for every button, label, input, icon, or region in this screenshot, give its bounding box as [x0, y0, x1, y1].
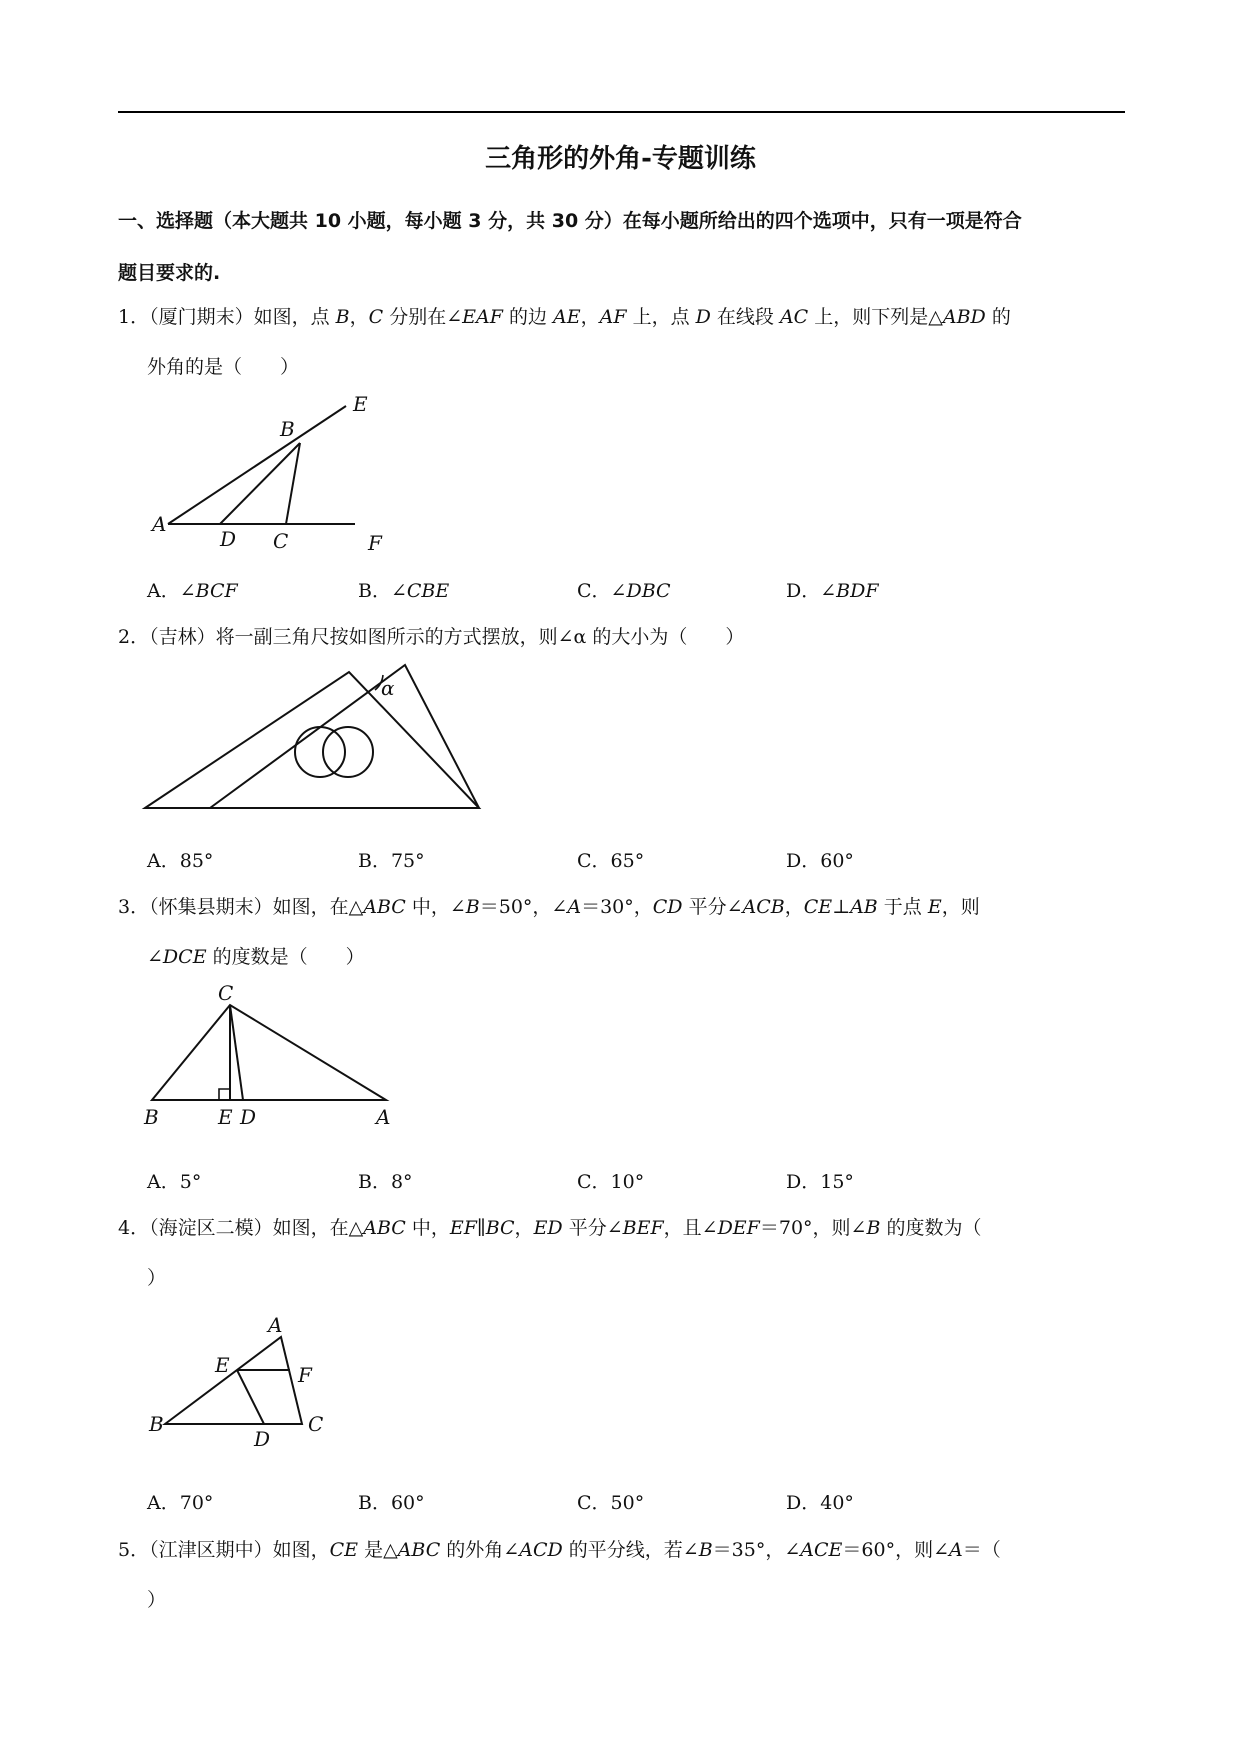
option-key: B．	[358, 580, 391, 602]
q4-text: 中，	[405, 1217, 450, 1239]
option-value: ∠CBE	[390, 580, 450, 602]
q3-var: ABC	[363, 896, 406, 918]
q1-figure	[140, 390, 400, 560]
q1-text: 上，点	[626, 306, 696, 328]
q2-set-square-1	[145, 672, 479, 808]
q3-label-b: B	[144, 1105, 159, 1129]
q4-var: B	[866, 1217, 881, 1239]
q4-text: ＝70°，则∠	[759, 1217, 867, 1239]
q4-text: 平分∠	[562, 1217, 623, 1239]
q3-text: 于点	[877, 896, 928, 918]
q1-option-d[interactable]	[786, 576, 879, 603]
q4-var: EF	[449, 1217, 477, 1239]
q1-line1	[118, 302, 1011, 329]
q1-line-ae	[168, 406, 346, 524]
q5-var: A	[949, 1539, 963, 1561]
q5-text: 的外角∠	[440, 1539, 520, 1561]
q1-label-f: F	[368, 531, 382, 555]
q1-text: 在线段	[710, 306, 780, 328]
option-value: 15°	[820, 1171, 854, 1193]
option-key: C．	[577, 1171, 611, 1193]
q2-number: 2．	[118, 626, 150, 648]
option-key: B．	[358, 850, 391, 872]
q1-option-a[interactable]	[147, 576, 238, 603]
q4-text: ，且∠	[663, 1217, 718, 1239]
option-value: 40°	[820, 1492, 854, 1514]
section-heading: 一、选择题（本大题共 10 小题，每小题 3 分，共 30 分）在每小题所给出的四个选项中，只有一项是符合	[118, 210, 1022, 232]
option-value: ∠DBC	[610, 580, 671, 602]
q3-option-a[interactable]	[147, 1167, 201, 1194]
option-key: A．	[147, 1171, 180, 1193]
q3-text: ⊥	[832, 896, 851, 918]
q2-option-b[interactable]	[358, 846, 425, 873]
q4-option-d[interactable]	[786, 1488, 854, 1515]
q1-var: EAF	[462, 306, 503, 328]
q5-var: ABC	[397, 1539, 441, 1561]
q3-seg-cd	[230, 1005, 243, 1100]
option-value: 50°	[610, 1492, 645, 1514]
q5-var: ACE	[800, 1539, 843, 1561]
q3-right-angle-mark	[219, 1089, 230, 1100]
q3-var: B	[465, 896, 480, 918]
option-key: C．	[577, 580, 611, 602]
q1-option-b[interactable]	[358, 576, 449, 603]
q3-number: 3．	[118, 896, 150, 918]
option-key: A．	[147, 1492, 180, 1514]
q1-var: B	[335, 306, 350, 328]
q1-label-a: A	[152, 512, 167, 536]
option-key: C．	[577, 1492, 611, 1514]
q1-text: ，	[580, 306, 600, 328]
q3-line1	[118, 892, 980, 919]
q3-var: ACB	[742, 896, 785, 918]
q4-label-f: F	[298, 1363, 312, 1387]
q1-var: AE	[553, 306, 581, 328]
q4-option-b[interactable]	[358, 1488, 425, 1515]
q4-var: BC	[485, 1217, 515, 1239]
q4-label-d: D	[254, 1427, 271, 1451]
q5-text: ＝60°，则∠	[842, 1539, 950, 1561]
q3-var: CD	[652, 896, 683, 918]
q3-text: 的度数是（ ）	[206, 946, 365, 968]
q1-text: ，	[349, 306, 369, 328]
q2-line1	[118, 622, 744, 649]
q5-text: （江津区期中）如图，	[149, 1539, 330, 1561]
q3-label-e: E	[218, 1105, 233, 1129]
q4-text: ∥	[476, 1217, 486, 1239]
q3-label-a: A	[376, 1105, 391, 1129]
q4-option-c[interactable]	[577, 1488, 644, 1515]
q2-figure	[140, 660, 490, 815]
q3-var: AB	[850, 896, 878, 918]
q4-var: ED	[533, 1217, 563, 1239]
q5-number: 5．	[118, 1539, 150, 1561]
option-key: A．	[147, 850, 180, 872]
q2-text: （吉林）将一副三角尺按如图所示的方式摆放，则∠α 的大小为（ ）	[149, 626, 745, 648]
q3-label-c: C	[218, 981, 234, 1005]
q3-text: 中，∠	[405, 896, 466, 918]
q4-label-b: B	[149, 1412, 164, 1436]
q5-text: ＝（	[962, 1539, 1001, 1561]
q4-text: ，	[514, 1217, 534, 1239]
q4-triangle-abc	[165, 1337, 302, 1424]
q4-figure	[140, 1300, 340, 1460]
q3-option-d[interactable]	[786, 1167, 854, 1194]
q5-text: 的平分线，若∠	[562, 1539, 699, 1561]
option-value: 10°	[610, 1171, 645, 1193]
q3-text: ＝30°，	[581, 896, 653, 918]
option-value: 8°	[390, 1171, 413, 1193]
q2-option-d[interactable]	[786, 846, 854, 873]
q5-text: ＝35°，∠	[712, 1539, 801, 1561]
q1-text: 的	[985, 306, 1011, 328]
q2-option-c[interactable]	[577, 846, 644, 873]
q3-triangle-abc	[152, 1005, 386, 1100]
q3-text: （怀集县期末）如图，在△	[149, 896, 364, 918]
q3-text: ，则	[941, 896, 980, 918]
q3-line2	[147, 942, 365, 969]
q4-label-c: C	[308, 1412, 324, 1436]
q1-var: C	[368, 306, 384, 328]
q3-text: ，	[784, 896, 804, 918]
q5-var: CE	[329, 1539, 359, 1561]
q4-number: 4．	[118, 1217, 150, 1239]
option-key: D．	[786, 1492, 821, 1514]
q1-text: 分别在∠	[383, 306, 463, 328]
q5-text: 是△	[358, 1539, 398, 1561]
q2-circle-right	[323, 727, 373, 777]
q5-line1	[118, 1535, 1001, 1562]
q4-var: DEF	[717, 1217, 760, 1239]
option-key: D．	[786, 580, 821, 602]
q1-label-c: C	[273, 529, 289, 553]
option-value: 75°	[390, 850, 425, 872]
option-value: 5°	[179, 1171, 202, 1193]
q4-var: BEF	[622, 1217, 664, 1239]
q1-label-e: E	[353, 392, 368, 416]
q3-var: A	[567, 896, 582, 918]
q2-option-a[interactable]	[147, 846, 213, 873]
option-value: 70°	[179, 1492, 214, 1514]
q5-var: B	[698, 1539, 713, 1561]
q3-text: ∠	[147, 946, 163, 968]
option-key: C．	[577, 850, 611, 872]
q1-option-c[interactable]	[577, 576, 671, 603]
top-rule	[118, 111, 1125, 113]
q1-text: 上，则下列是△	[808, 306, 943, 328]
q3-var: E	[927, 896, 942, 918]
q3-var: CE	[803, 896, 833, 918]
option-value: 60°	[820, 850, 854, 872]
option-key: D．	[786, 850, 821, 872]
q1-label-d: D	[220, 527, 237, 551]
option-key: B．	[358, 1492, 391, 1514]
q4-option-a[interactable]	[147, 1488, 213, 1515]
q1-text: （厦门期末）如图，点	[149, 306, 336, 328]
q4-label-e: E	[215, 1353, 230, 1377]
option-value: 60°	[390, 1492, 425, 1514]
q4-text: （海淀区二模）如图，在△	[149, 1217, 364, 1239]
q1-line2: 外角的是（ ）	[147, 356, 300, 378]
option-value: ∠BDF	[820, 580, 879, 602]
q1-var: AF	[599, 306, 627, 328]
q1-text: 的边	[502, 306, 554, 328]
option-key: A．	[147, 580, 180, 602]
q3-option-c[interactable]	[577, 1167, 644, 1194]
q3-option-b[interactable]	[358, 1167, 413, 1194]
q2-set-square-2	[210, 665, 479, 808]
q4-var: ABC	[363, 1217, 406, 1239]
q4-line2: ）	[147, 1267, 167, 1289]
q3-text: ＝50°，∠	[479, 896, 568, 918]
q3-text: 平分∠	[682, 896, 743, 918]
page-title: 三角形的外角-专题训练	[485, 144, 756, 174]
q1-var: ABD	[942, 306, 986, 328]
q2-circle-left	[295, 727, 345, 777]
q2-label-alpha: α	[381, 676, 395, 700]
q1-number: 1．	[118, 306, 150, 328]
q4-text: 的度数为（	[880, 1217, 982, 1239]
q1-label-b: B	[280, 417, 295, 441]
q4-line1	[118, 1213, 982, 1240]
q3-label-d: D	[240, 1105, 257, 1129]
q4-label-a: A	[268, 1313, 283, 1337]
option-value: ∠BCF	[179, 580, 238, 602]
q4-seg-ed	[237, 1370, 264, 1424]
option-value: 85°	[179, 850, 214, 872]
section-heading-cont: 题目要求的.	[118, 262, 221, 284]
q3-figure	[140, 978, 400, 1128]
option-value: 65°	[610, 850, 645, 872]
q1-var: AC	[779, 306, 809, 328]
option-key: D．	[786, 1171, 821, 1193]
option-key: B．	[358, 1171, 391, 1193]
q5-var: ACD	[519, 1539, 563, 1561]
q3-var: DCE	[162, 946, 207, 968]
q1-var: D	[695, 306, 711, 328]
q5-line2: ）	[147, 1589, 167, 1611]
